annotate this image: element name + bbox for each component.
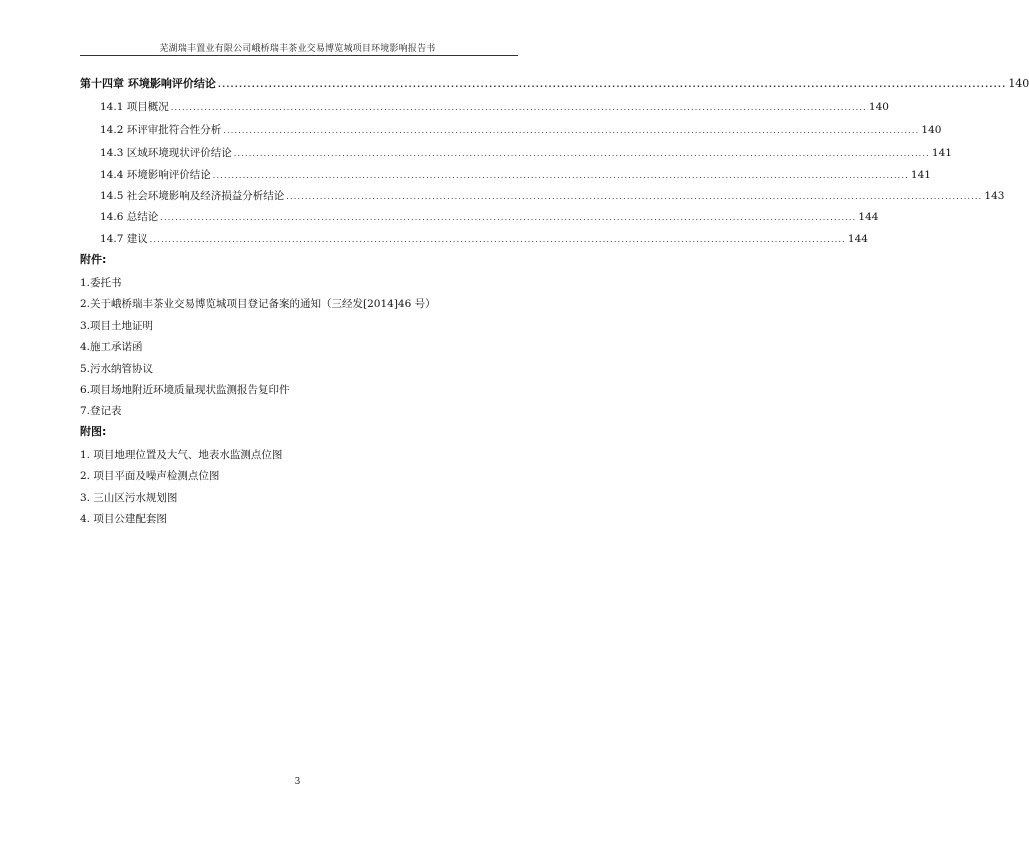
toc-leader: .......................................................................................................................................................................................... (160, 213, 857, 222)
toc-entry-label: 14.3 区域环境现状评价结论 (100, 147, 232, 159)
attachments-heading: 附件: (80, 253, 107, 266)
attachment-item: 2.关于峨桥瑞丰茶业交易博览城项目登记备案的通知（三经发[2014]46 号） (80, 298, 436, 310)
toc-entry-page: 141 (931, 147, 952, 159)
toc-chapter-page: 140 (1008, 77, 1029, 90)
toc-entry-label: 14.2 环评审批符合性分析 (100, 124, 222, 136)
toc-entry[interactable] (100, 122, 942, 137)
toc-leader: .......................................................................................................................................................................................... (217, 80, 1007, 89)
toc-entry-page: 143 (984, 190, 1005, 202)
toc-entry[interactable] (100, 99, 889, 114)
toc-entry[interactable] (100, 145, 952, 160)
toc-leader: .......................................................................................................................................................................................... (233, 149, 930, 158)
toc-entry[interactable] (100, 231, 868, 246)
attachment-item: 3.项目土地证明 (80, 320, 154, 332)
toc-entry[interactable] (100, 188, 1005, 203)
toc-chapter-label: 第十四章 环境影响评价结论 (80, 77, 216, 90)
toc-entry-page: 140 (921, 124, 942, 136)
attachment-item: 5.污水纳管协议 (80, 363, 154, 375)
running-header: 芜湖瑞丰置业有限公司峨桥瑞丰茶业交易博览城项目环境影响报告书 (159, 44, 436, 54)
attachment-item: 7.登记表 (80, 405, 122, 417)
figures-heading: 附图: (80, 425, 107, 438)
attachment-item: 4.施工承诺函 (80, 341, 143, 353)
figure-item: 1. 项目地理位置及大气、地表水监测点位图 (80, 449, 283, 461)
toc-leader: .......................................................................................................................................................................................... (170, 103, 867, 112)
toc-entry[interactable] (100, 209, 879, 224)
toc-entry-label: 14.1 项目概况 (100, 101, 169, 113)
figure-item: 3. 三山区污水规划图 (80, 492, 178, 504)
toc-entry-label: 14.4 环境影响评价结论 (100, 169, 211, 181)
toc-leader: .......................................................................................................................................................................................... (286, 192, 983, 201)
toc-entry-page: 144 (858, 211, 879, 223)
toc-leader: .......................................................................................................................................................................................... (212, 171, 909, 180)
toc-entry-label: 14.6 总结论 (100, 211, 159, 223)
toc-leader: .......................................................................................................................................................................................... (149, 235, 846, 244)
toc-chapter-entry[interactable] (80, 75, 1029, 91)
toc-entry-page: 141 (910, 169, 931, 181)
attachment-item: 1.委托书 (80, 277, 122, 289)
toc-leader: .......................................................................................................................................................................................... (223, 126, 920, 135)
toc-entry-page: 140 (868, 101, 889, 113)
attachment-item: 6.项目场地附近环境质量现状监测报告复印件 (80, 384, 290, 396)
figure-item: 2. 项目平面及噪声检测点位图 (80, 470, 220, 482)
header-divider (80, 55, 518, 56)
figure-item: 4. 项目公建配套图 (80, 513, 167, 525)
toc-entry-page: 144 (847, 233, 868, 245)
toc-entry[interactable] (100, 167, 931, 182)
toc-entry-label: 14.5 社会环境影响及经济损益分析结论 (100, 190, 285, 202)
page-number: 3 (294, 777, 301, 787)
toc-entry-label: 14.7 建议 (100, 233, 148, 245)
